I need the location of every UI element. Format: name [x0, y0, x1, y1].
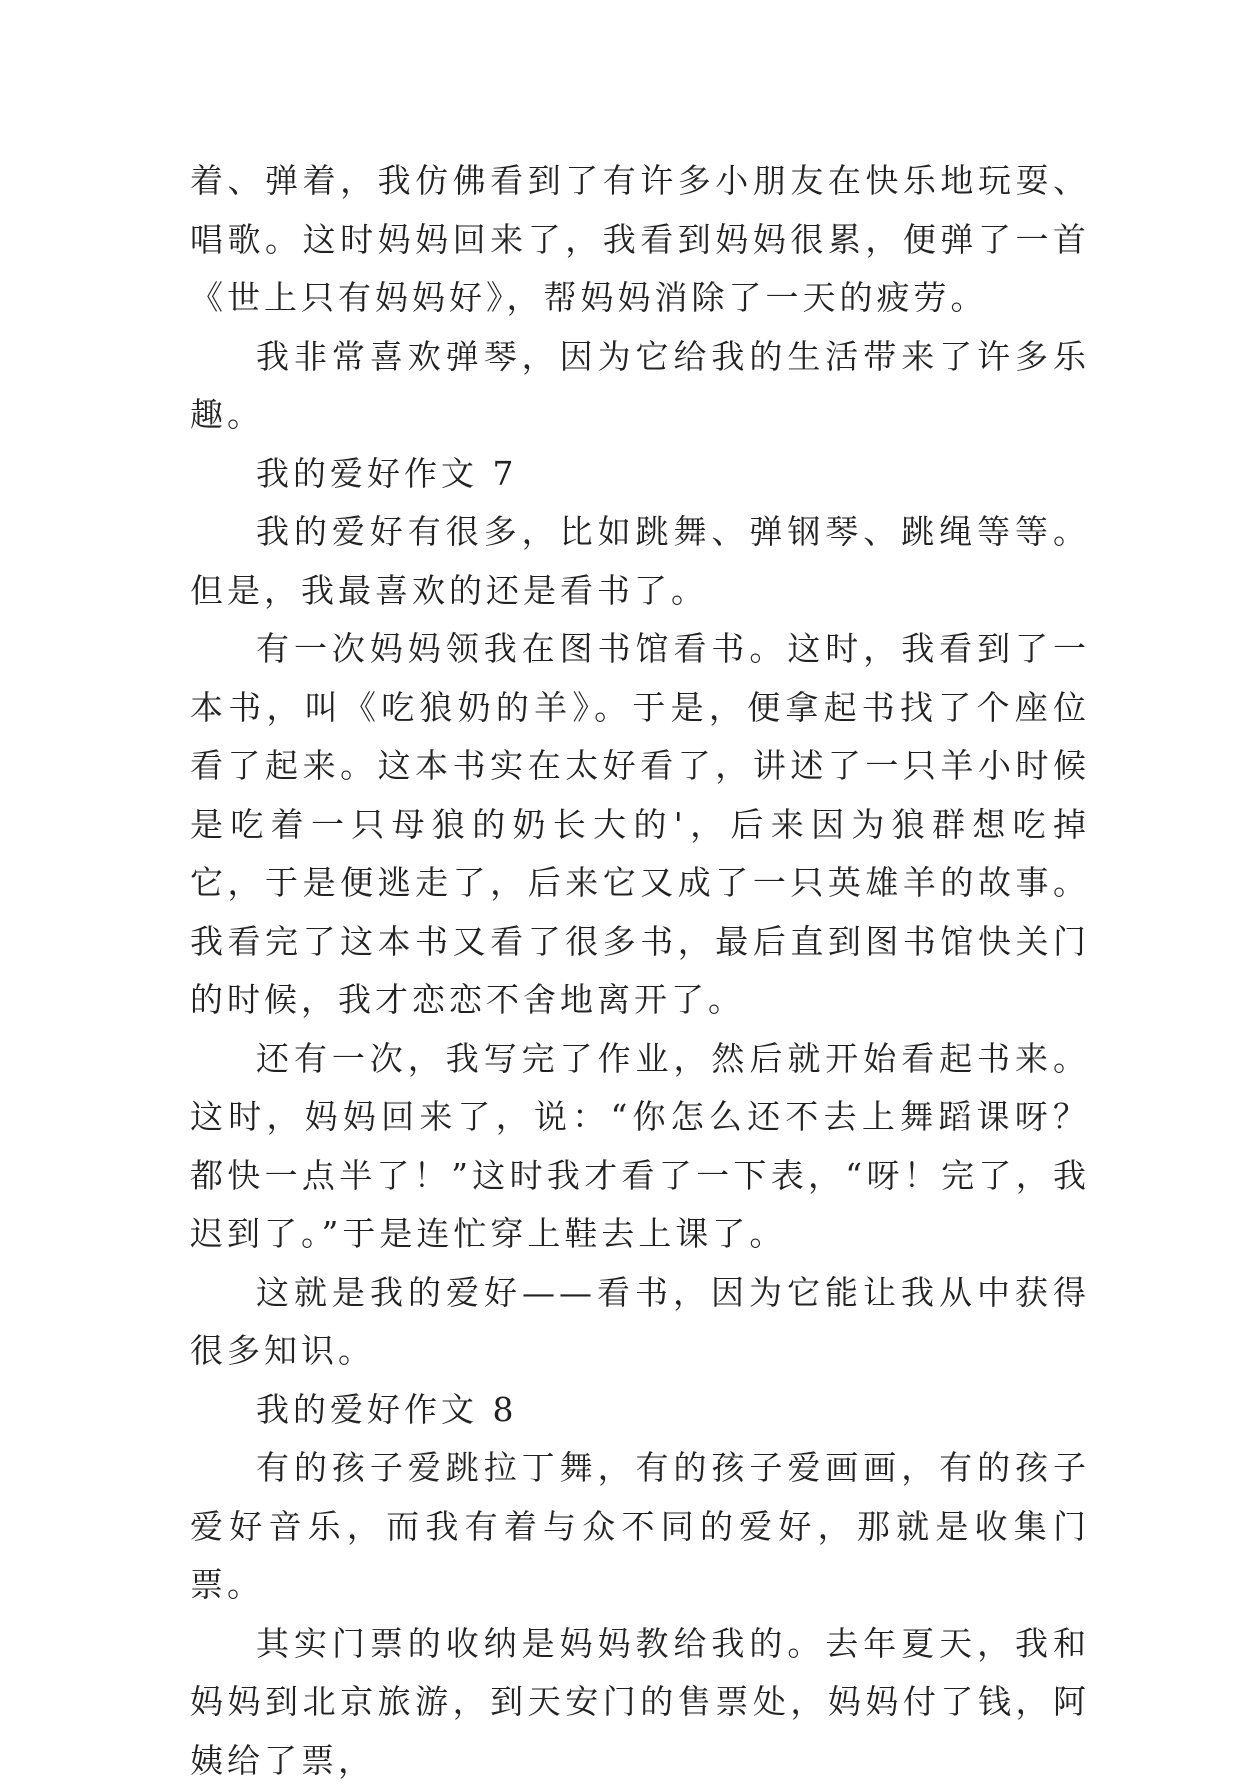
paragraph: 我非常喜欢弹琴，因为它给我的生活带来了许多乐趣。 [190, 328, 1090, 445]
essay-heading-7: 我的爱好作文 7 [190, 445, 1090, 504]
paragraph: 还有一次，我写完了作业，然后就开始看起书来。这时，妈妈回来了，说：“你怎么还不去上舞蹈课呀？都快一点半了！”这时我才看了一下表，“呀！完了，我迟到了。”于是连忙穿上鞋去上课了。 [190, 1030, 1090, 1264]
essay-text [190, 152, 1090, 1790]
paragraph: 我的爱好有很多，比如跳舞、弹钢琴、跳绳等等。但是，我最喜欢的还是看书了。 [190, 503, 1090, 620]
paragraph: 有一次妈妈领我在图书馆看书。这时，我看到了一本书，叫《吃狼奶的羊》。于是，便拿起书找了个座位看了起来。这本书实在太好看了，讲述了一只羊小时候是吃着一只母狼的奶长大的'，后来因为狼群想吃掉它，于是便逃走了，后来它又成了一只英雄羊的故事。我看完了这本书又看了很多书，最后直到图书馆快关门的时候，我才恋恋不舍地离开了。 [190, 620, 1090, 1030]
paragraph: 这就是我的爱好——看书，因为它能让我从中获得很多知识。 [190, 1264, 1090, 1381]
paragraph: 有的孩子爱跳拉丁舞，有的孩子爱画画，有的孩子爱好音乐，而我有着与众不同的爱好，那就是收集门票。 [190, 1439, 1090, 1615]
essay-heading-8: 我的爱好作文 8 [190, 1381, 1090, 1440]
paragraph-continued: 着、弹着，我仿佛看到了有许多小朋友在快乐地玩耍、唱歌。这时妈妈回来了，我看到妈妈很累，便弹了一首《世上只有妈妈好》，帮妈妈消除了一天的疲劳。 [190, 152, 1090, 328]
paragraph: 其实门票的收纳是妈妈教给我的。去年夏天，我和妈妈到北京旅游，到天安门的售票处，妈妈付了钱，阿姨给了票， [190, 1615, 1090, 1790]
